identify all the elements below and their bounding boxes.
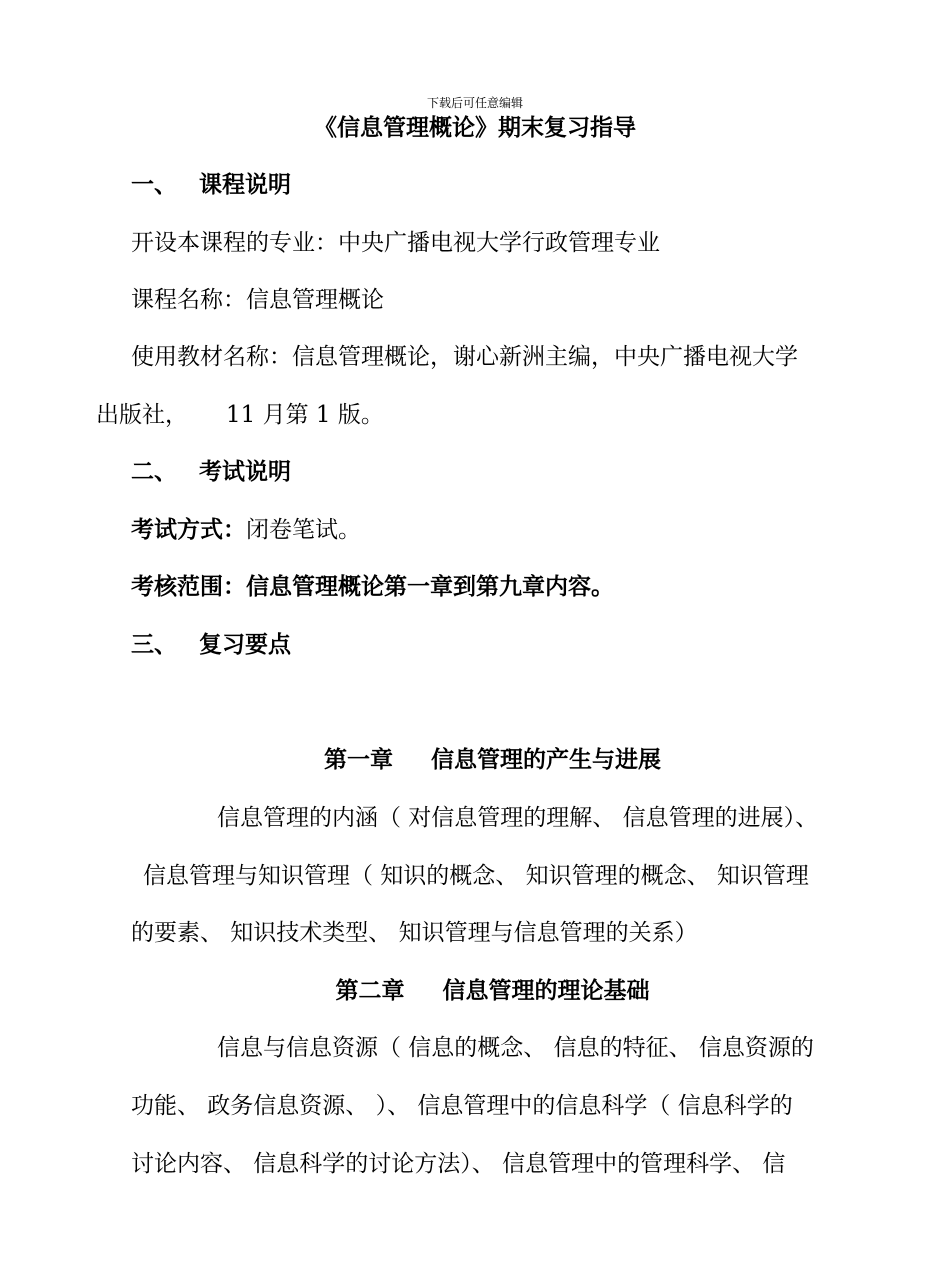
chapter2-line-2: 功能、 政务信息资源、 ）、 信息管理中的信息科学（ 信息科学的: [131, 1093, 793, 1119]
textbook-line-1: 使用教材名称：信息管理概论，谢心新洲主编，中央广播电视大学: [131, 344, 798, 370]
chapter2-heading: [0, 976, 950, 1006]
section1-number: 一、: [131, 171, 177, 198]
exam-scope-line: 考核范围：信息管理概论第一章到第九章内容。: [131, 573, 614, 600]
header-note: 下载后可任意编辑: [426, 96, 523, 110]
chapter1-label: 第一章: [324, 746, 393, 773]
section3-title: 复习要点: [199, 631, 291, 658]
exam-mode-line: [131, 515, 361, 545]
chapter2-label: 第二章: [335, 977, 405, 1004]
chapter1-heading: [0, 745, 950, 775]
section3-number: 三、: [131, 631, 177, 658]
section1-title: 课程说明: [199, 171, 291, 198]
chapter2-line-1: 信息与信息资源（ 信息的概念、 信息的特征、 信息资源的: [217, 1035, 814, 1061]
exam-mode-value: 闭卷笔试。: [246, 517, 361, 543]
course-name-line: 课程名称：信息管理概论: [131, 287, 384, 313]
textbook-edition: 11 月第 1 版。: [226, 402, 384, 428]
exam-mode-label: 考试方式：: [131, 516, 246, 543]
section2-number: 二、: [131, 458, 177, 485]
textbook-line-2: [96, 400, 384, 430]
chapter2-title: 信息管理的理论基础: [442, 977, 650, 1004]
chapter2-line-3: 讨论内容、 信息科学的讨论方法）、 信息管理中的管理科学、 信: [131, 1151, 786, 1177]
chapter1-line-3: 的要素、 知识技术类型、 知识管理与信息管理的关系）: [131, 920, 698, 946]
page-title: 《信息管理概论》期末复习指导: [314, 114, 636, 141]
chapter1-line-2: 信息管理与知识管理（ 知识的概念、 知识管理的概念、 知识管理: [143, 863, 809, 889]
section3-heading: [131, 630, 291, 660]
chapter1-title: 信息管理的产生与进展: [431, 746, 661, 773]
section1-heading: [131, 170, 291, 200]
section2-heading: [131, 457, 291, 487]
textbook-publisher: 出版社，: [96, 402, 188, 428]
chapter1-line-1: 信息管理的内涵（ 对信息管理的理解、 信息管理的进展）、: [217, 805, 819, 831]
section2-title: 考试说明: [199, 458, 291, 485]
major-line: 开设本课程的专业：中央广播电视大学行政管理专业: [131, 230, 660, 256]
